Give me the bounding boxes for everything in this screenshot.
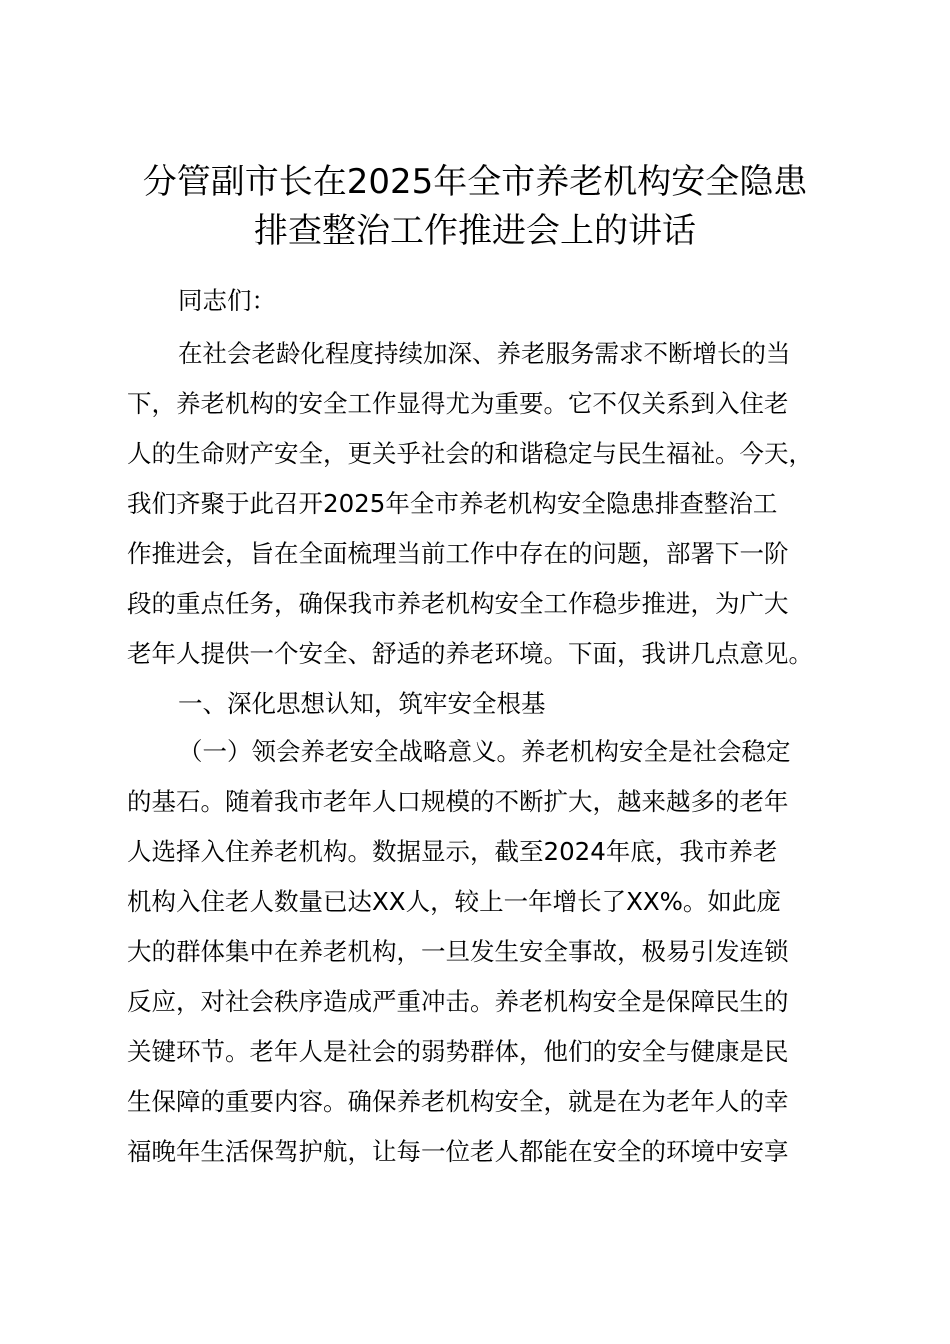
section-paragraph-line: 的基石。随着我市老年人口规模的不断扩大，越来越多的老年 — [127, 787, 789, 816]
section-paragraph-line: 反应，对社会秩序造成严重冲击。养老机构安全是保障民生的 — [127, 987, 789, 1016]
section-paragraph-line: 人选择入住养老机构。数据显示，截至2024年底，我市养老 — [127, 837, 778, 866]
section-heading: 一、深化思想认知，筑牢安全根基 — [178, 689, 546, 718]
intro-paragraph-line: 作推进会，旨在全面梳理当前工作中存在的问题，部署下一阶 — [127, 539, 789, 568]
section-paragraph-line: 生保障的重要内容。确保养老机构安全，就是在为老年人的幸 — [127, 1087, 789, 1116]
intro-paragraph-line: 我们齐聚于此召开2025年全市养老机构安全隐患排查整治工 — [127, 489, 778, 518]
section-paragraph-line: （一）领会养老安全战略意义。养老机构安全是社会稳定 — [178, 737, 791, 766]
intro-paragraph-line: 老年人提供一个安全、舒适的养老环境。下面，我讲几点意见。 — [127, 639, 813, 668]
section-paragraph-line: 机构入住老人数量已达XX人，较上一年增长了XX%。如此庞 — [127, 887, 781, 916]
intro-paragraph-line: 下，养老机构的安全工作显得尤为重要。它不仅关系到入住老 — [127, 389, 789, 418]
intro-paragraph-line: 人的生命财产安全，更关乎社会的和谐稳定与民生福祉。今天， — [127, 439, 813, 468]
intro-paragraph-line: 段的重点任务，确保我市养老机构安全工作稳步推进，为广大 — [127, 589, 789, 618]
intro-paragraph-line: 在社会老龄化程度持续加深、养老服务需求不断增长的当 — [178, 339, 791, 368]
section-paragraph-line: 大的群体集中在养老机构，一旦发生安全事故，极易引发连锁 — [127, 937, 789, 966]
document-title-line-1: 分管副市长在2025年全市养老机构安全隐患 — [142, 162, 808, 202]
salutation: 同志们： — [178, 286, 276, 315]
section-paragraph-line: 关键环节。老年人是社会的弱势群体，他们的安全与健康是民 — [127, 1037, 789, 1066]
section-paragraph-line: 福晚年生活保驾护航，让每一位老人都能在安全的环境中安享 — [127, 1137, 789, 1166]
document-title-line-2: 排查整治工作推进会上的讲话 — [254, 211, 696, 251]
